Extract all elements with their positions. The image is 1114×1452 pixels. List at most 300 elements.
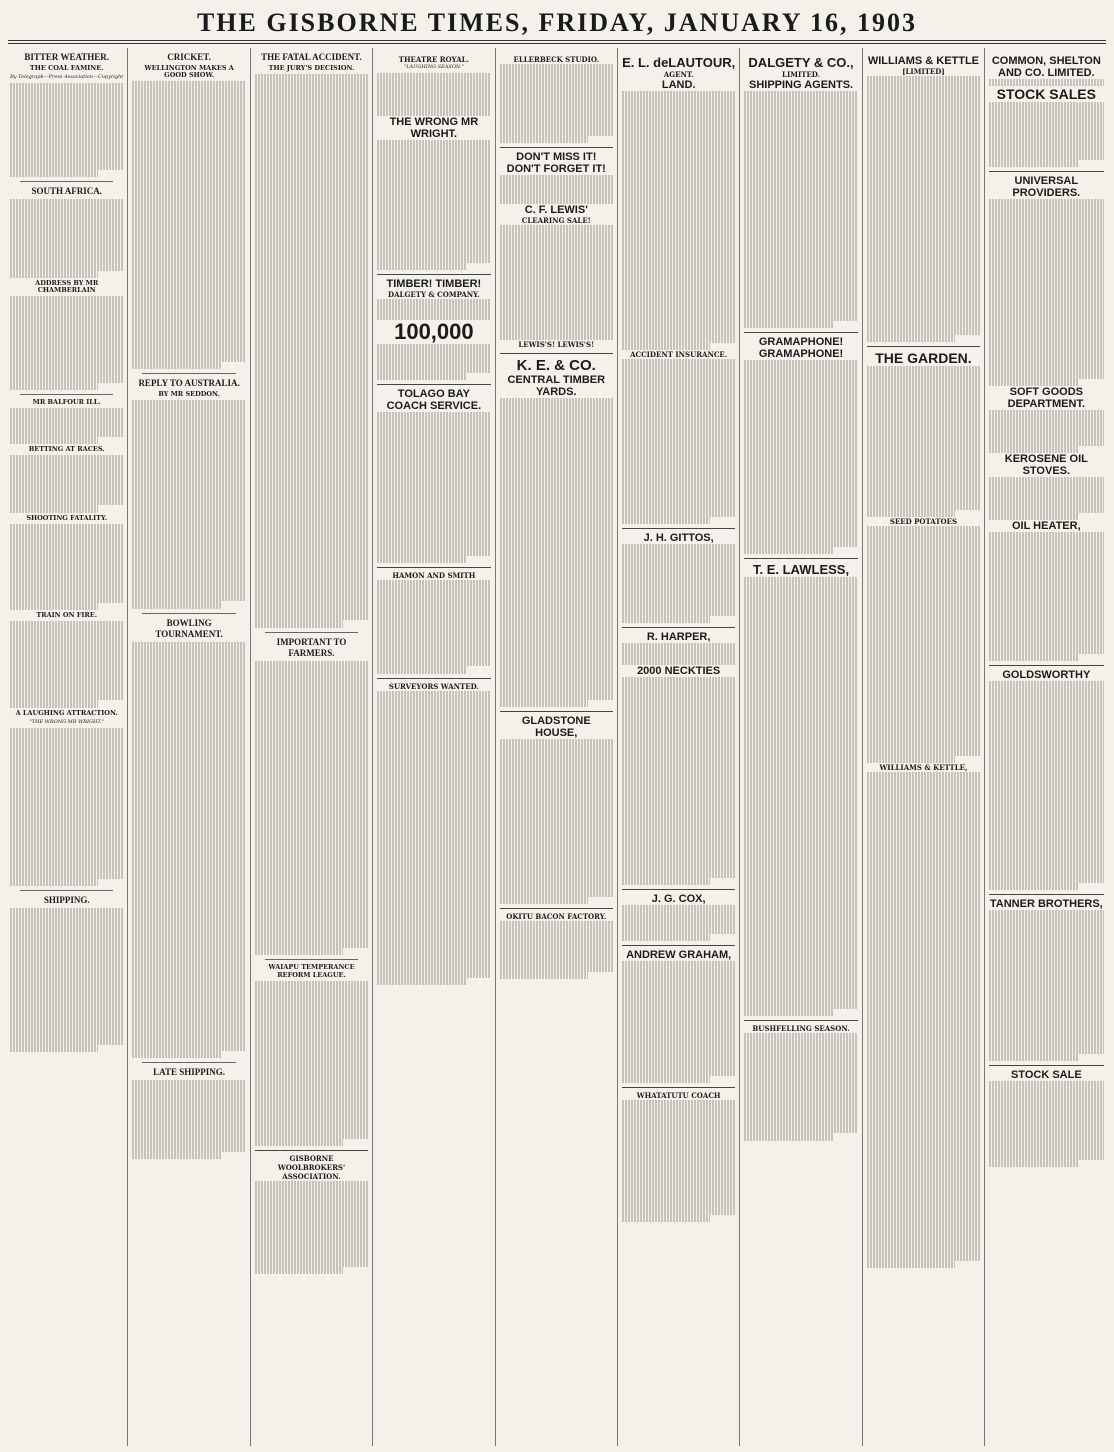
text-line [500,86,613,93]
text-line [989,924,1103,931]
text-line [255,905,368,912]
text-line [255,826,368,833]
text-line [622,1076,710,1083]
text-line [622,481,735,488]
text-line [622,842,735,849]
ad-title: SOFT GOODS DEPARTMENT. [1007,385,1086,410]
text-line [867,598,980,605]
text-line [377,351,490,358]
text-line [989,532,1103,539]
text-line [744,872,857,879]
text-line [744,213,857,220]
text-line [867,205,980,212]
text-line [867,1052,980,1059]
text-line [867,366,980,373]
text-line [255,477,368,484]
text-line [989,321,1103,328]
text-line [867,126,980,133]
text-line [255,175,368,182]
text-line [989,160,1078,167]
text-line [10,484,123,491]
column-5 [496,48,618,1446]
text-line [377,366,490,373]
text-line [377,827,490,834]
text-line [132,1095,245,1102]
text-line [255,1217,368,1224]
text-line [255,1089,368,1096]
text-line [622,997,735,1004]
text-line [10,650,123,657]
stock-sale-ad [989,1065,1103,1167]
text-line [255,426,368,433]
text-line [377,870,490,877]
text-line [744,1126,857,1133]
text-line [132,893,245,900]
text-line [744,994,857,1001]
text-line [622,580,735,587]
text-line [622,544,735,551]
text-line [744,800,857,807]
text-line [500,875,613,882]
text-line [377,913,490,920]
ad-title: DON'T MISS IT! [516,151,597,164]
text-line [132,749,245,756]
text-line [622,431,735,438]
coach-ad [377,384,490,563]
text-line [255,484,368,491]
text-line [867,488,980,495]
text-line [744,228,857,235]
text-line [132,792,245,799]
subheadline: MR BALFOUR ILL. [32,397,101,406]
text-line [377,542,490,549]
text-line [989,1102,1103,1109]
text-line [867,966,980,973]
text-line [255,1181,368,1188]
divider [142,1062,235,1063]
text-line [989,364,1103,371]
text-line [867,973,980,980]
text-line [377,498,490,505]
text-line [377,506,490,513]
text-line [744,156,857,163]
text-line [744,879,857,886]
text-line [10,1023,123,1030]
text-line [132,81,245,88]
text-line [867,1146,980,1153]
text-line [989,307,1103,314]
text-line [10,930,123,937]
text-line [622,235,735,242]
text-line [622,184,735,191]
text-line [10,538,123,545]
text-line [989,804,1103,811]
text-line [255,704,368,711]
text-line [989,153,1103,160]
text-line [989,1032,1103,1039]
ad-title: GOLDSWORTHY [1002,669,1091,682]
text-line [867,555,980,562]
text-line [622,409,735,416]
text-line [989,256,1103,263]
text-line [867,727,980,734]
text-line [744,922,857,929]
ad-title: KEROSENE OIL STOVES. [1004,452,1088,477]
text-line [255,761,368,768]
text-line [255,689,368,696]
text-line [867,794,980,801]
text-line [744,584,857,591]
text-line [132,979,245,986]
text-line [10,958,123,965]
text-line [132,232,245,239]
text-line [989,811,1103,818]
text-line [622,467,735,474]
text-line [867,256,980,263]
text-line [255,81,368,88]
text-line [132,218,245,225]
text-line [622,192,735,199]
text-line [989,124,1103,131]
text-line [744,973,857,980]
text-line [255,275,368,282]
ad-heading: ACCIDENT INSURANCE. [630,349,728,359]
text-line [744,314,857,321]
text-line [867,112,980,119]
surveyors-ad [377,678,490,986]
text-line [255,347,368,354]
text-line [255,682,368,689]
text-line [622,905,735,912]
text-line [377,712,490,719]
text-line [744,134,857,141]
text-line [500,412,613,419]
text-line [744,256,857,263]
text-line [622,141,735,148]
text-line [500,304,613,311]
text-line [622,264,735,271]
text-line [867,1239,980,1246]
text-line [132,1022,245,1029]
text-line [622,488,735,495]
text-line [622,849,735,856]
subheadline: TRAIN ON FIRE. [36,611,98,620]
text-line [622,587,735,594]
text-line [500,556,613,563]
headline: SOUTH AFRICA. [31,185,102,196]
text-line [10,422,123,429]
text-line [132,677,245,684]
text-line [622,242,735,249]
text-line [867,1103,980,1110]
text-line [744,577,857,584]
text-line [989,513,1078,520]
text-line [377,856,490,863]
text-line [10,235,123,242]
text-line [744,1061,857,1068]
text-line [132,757,245,764]
text-line [377,427,490,434]
gramaphone-ad [744,332,857,554]
text-line [132,450,245,457]
text-line [377,885,490,892]
text-line [132,103,245,110]
subheadline: WELLINGTON MAKES A GOOD SHOW. [144,64,234,80]
text-line [132,326,245,333]
ad-title: J. H. GITTOS, [643,532,714,545]
text-line [132,204,245,211]
text-line [744,664,857,671]
text-line [132,879,245,886]
text-line [867,306,980,313]
text-line [867,134,980,141]
text-line [500,136,588,143]
text-line [867,445,980,452]
text-line [622,1122,735,1129]
text-line [744,511,857,518]
text-line [255,505,368,512]
text-line [377,255,490,262]
text-line [622,698,735,705]
text-line [867,591,980,598]
text-line [132,994,245,1001]
text-line [622,359,735,366]
text-line [989,883,1078,890]
text-line [622,380,735,387]
text-line [744,299,857,306]
text-line [500,585,613,592]
text-line [10,498,123,505]
text-line [989,618,1103,625]
masthead-rule [8,40,1106,41]
text-line [132,706,245,713]
text-line [867,1031,980,1038]
text-line [989,640,1103,647]
text-line [989,910,1103,917]
garden-ad [867,346,980,1268]
headline: SHIPPING. [43,895,90,906]
headline: BOWLING TOURNAMENT. [155,617,223,639]
text-line [744,649,857,656]
text-line [744,814,857,821]
text-line [377,344,490,351]
text-line [132,1131,245,1138]
text-line [500,854,613,861]
text-line [132,850,245,857]
text-line [10,574,123,581]
text-line [132,132,245,139]
text-line [500,477,613,484]
text-line [867,858,980,865]
text-line [255,1132,368,1139]
ad-title: THE GARDEN. [875,349,972,366]
text-line [255,319,368,326]
text-line [744,965,857,972]
text-line [377,630,490,637]
text-line [867,1016,980,1023]
text-line [989,917,1103,924]
text-line [377,877,490,884]
text-line [744,728,857,735]
text-line [10,973,123,980]
text-line [500,122,613,129]
text-line [255,1096,368,1103]
text-line [255,855,368,862]
text-line [744,490,857,497]
ad-heading: [LIMITED] [902,67,945,76]
text-line [377,470,490,477]
text-line [989,371,1103,378]
text-line [867,684,980,691]
text-line [377,198,490,205]
text-line [132,601,220,608]
text-line [867,1038,980,1045]
text-line [132,501,245,508]
text-line [622,705,735,712]
text-line [500,100,613,107]
text-line [989,760,1103,767]
text-line [132,529,245,536]
text-line [132,347,245,354]
text-line [989,1054,1078,1061]
text-line [744,382,857,389]
text-line [132,728,245,735]
text-line [744,937,857,944]
text-line [744,822,857,829]
text-line [255,1017,368,1024]
text-line [132,936,245,943]
text-line [867,438,980,445]
text-line [989,953,1103,960]
cox-ad [622,889,735,941]
text-line [10,220,123,227]
text-line [10,836,123,843]
text-line [867,1067,980,1074]
text-line [867,815,980,822]
text-line [255,146,368,153]
byline: By Telegraph—Press Association—Copyright [10,74,124,81]
text-line [255,927,368,934]
text-line [867,1153,980,1160]
lewis-ad [500,147,613,349]
text-line [989,1138,1103,1145]
text-line [377,899,490,906]
text-line [744,461,857,468]
text-line [744,1083,857,1090]
text-line [132,319,245,326]
subheadline: A LAUGHING ATTRACTION. [15,708,118,717]
masthead-rule-2 [8,43,1106,44]
text-line [744,526,857,533]
text-line [867,155,980,162]
harper-ad [622,627,735,885]
text-line [744,518,857,525]
text-line [744,707,857,714]
text-line [255,876,368,883]
text-line [10,937,123,944]
text-line [744,620,857,627]
text-line [255,1231,368,1238]
text-line [255,541,368,548]
text-line [500,491,613,498]
text-line [255,661,368,668]
text-line [867,569,980,576]
text-line [867,605,980,612]
text-line [255,1067,368,1074]
text-line [500,628,613,635]
text-line [10,170,98,177]
text-line [867,234,980,241]
ad-title: T. E. LAWLESS, [753,562,850,578]
text-line [744,425,857,432]
text-line [500,282,613,289]
text-line [255,153,368,160]
text-line [500,261,613,268]
text-line [132,479,245,486]
text-line [10,908,123,915]
text-line [255,182,368,189]
text-line [622,1019,735,1026]
text-line [377,520,490,527]
text-line [622,292,735,299]
text-line [744,432,857,439]
text-line [989,235,1103,242]
text-line [622,206,735,213]
text-line [377,638,490,645]
text-line [255,1195,368,1202]
text-line [500,434,613,441]
text-line [255,1117,368,1124]
text-line [744,786,857,793]
ad-heading: GISBORNE WOOLBROKERS' ASSOCIATION. [277,1154,346,1182]
text-line [10,524,123,531]
text-line [989,1095,1103,1102]
text-line [500,671,613,678]
text-line [744,656,857,663]
text-line [132,96,245,103]
text-line [132,551,245,558]
text-line [867,619,980,626]
text-line [10,807,123,814]
text-line [132,333,245,340]
text-line [867,388,980,395]
text-line [989,1081,1103,1088]
text-line [622,799,735,806]
text-line [744,468,857,475]
text-line [744,592,857,599]
text-line [989,446,1078,453]
text-line [744,908,857,915]
text-line [744,764,857,771]
text-line [989,506,1103,513]
text-line [744,271,857,278]
text-line [10,951,123,958]
text-line [989,314,1103,321]
text-line [500,563,613,570]
text-line [10,430,123,437]
text-line [744,1133,832,1140]
text-line [255,340,368,347]
text-line [255,740,368,747]
text-line [867,1124,980,1131]
text-line [867,1203,980,1210]
text-line [867,822,980,829]
text-line [255,570,368,577]
text-line [867,1261,955,1268]
text-line [255,110,368,117]
ad-heading: ELLERBECK STUDIO. [513,55,600,64]
text-line [10,1045,98,1052]
